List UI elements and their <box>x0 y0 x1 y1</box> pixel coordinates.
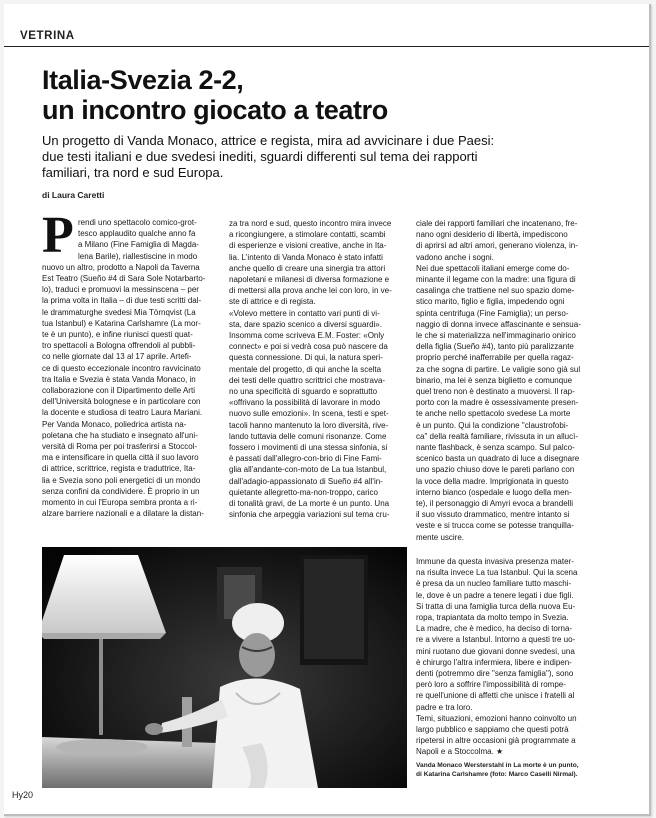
text-line: tua Istanbul) e Katarina Carlshamre (La mor- <box>42 318 201 328</box>
text-line: te anche nello spettacolo svedese La morte <box>416 409 571 419</box>
section-rubric: VETRINA <box>20 30 75 42</box>
text-line: tacoli hanno mantenuto la loro diversità, rive- <box>229 420 389 430</box>
text-line: di tonalità gravi, de La morte è un punto. Una <box>229 499 390 509</box>
text-line: ropa, trapiantata da molto tempo in Svezia. <box>416 613 569 623</box>
text-line: napoletani e milanesi di diversa formazione e <box>229 275 390 285</box>
text-line: na risulta invece La tua Istanbul. Qui la scena <box>416 568 578 578</box>
text-line: binario, ma lei è senza biglietto e comunque <box>416 375 573 385</box>
text-line: è chirurgo l'altra infermiera, libere e indipen- <box>416 657 572 667</box>
text-line: porto con la madre è ossessivamente presen- <box>416 398 579 408</box>
article-column-4 <box>416 556 592 758</box>
text-line: lando tuttavia delle comuni risonanze. Come <box>229 431 387 441</box>
text-line: dall'adagio-appassionato di Sueño #4 all'in- <box>229 476 383 486</box>
caption-line: Vanda Monaco Wersterstahl in La morte è un punto, <box>416 762 579 769</box>
text-line: Immune da questa invasiva presenza mater- <box>416 557 574 566</box>
text-line: no una specificità di sguardo e soprattutto <box>229 387 378 397</box>
byline: di Laura Caretti <box>42 190 105 200</box>
magazine-page <box>4 4 651 816</box>
text-line: uno spazio chiuso dove le pareti parlano con <box>416 465 575 475</box>
text-line: la docente e studiosa di teatro Laura Mariani. <box>42 408 203 418</box>
text-line: scenico basta un quadrato di luce a disegnare <box>416 454 580 464</box>
text-line: mente uscire. <box>416 532 465 542</box>
standfirst <box>42 133 632 181</box>
text-line: La madre, che è medico, ha deciso di torna- <box>416 624 573 634</box>
text-line: tro spettacoli a Bologna offrendoli al pubbli- <box>42 341 196 351</box>
text-line: è un punto. Qui la condizione "claustrofobi- <box>416 420 569 430</box>
text-line: interno bianco (ospedale e luogo della men- <box>416 487 572 497</box>
text-line: lo), traduci e promuovi la messinscena – per <box>42 285 199 295</box>
text-line: lena Barile), riallestiscine in modo <box>78 251 198 261</box>
article-column-3 <box>416 218 592 543</box>
text-line: vadono anche i sogni. <box>416 252 494 262</box>
standfirst-line: familiari, tra nord e sud Europa. <box>42 165 224 180</box>
text-line: tesco applaudito qualche anno fa <box>78 229 196 239</box>
text-line: quietante allegretto-ma-non-troppo, carico <box>229 487 378 497</box>
text-line: ca" della realtà familiare, rivissuta in un allucì- <box>416 431 579 441</box>
rubric-divider <box>4 46 649 47</box>
text-line: mini ruotano due giovani donne svedesi, una <box>416 646 575 656</box>
drop-cap: P <box>42 207 74 264</box>
page-number: Hy20 <box>12 790 34 800</box>
text-line: a ricongiungere, a stimolare contatti, scambi <box>229 230 386 240</box>
text-line: sinfonia che arpeggia variazioni sul tema cru- <box>229 510 390 520</box>
headline-line: un incontro giocato a teatro <box>42 95 388 125</box>
text-line: veste e si trucca come se potesse tranquilla- <box>416 521 574 531</box>
text-line: spinta centrifuga (Fine Famiglia); un perso- <box>416 308 569 318</box>
text-line: questa connessione. Di qui, la natura speri- <box>229 353 383 363</box>
text-line: proprio perché inafferrabile per quella ragaz- <box>416 353 574 363</box>
text-line: ste di attrice e di regista. <box>229 297 316 307</box>
text-line: senza confini da condividere. È proprio in un <box>42 486 200 496</box>
text-line: della figlia (Sueño #4), tanto più paralizzante <box>416 342 574 352</box>
text-line: «offrivano la possibilità di lavorare in modo <box>229 398 381 408</box>
text-line: za che sogna di partire. Le valigie sono già sul <box>416 364 581 374</box>
text-line: lia. L'intento di Vanda Monaco è stato infatti <box>229 252 383 262</box>
text-line: momento in cui l'Europa sembra pronta a ri- <box>42 498 198 508</box>
text-line: però loro a soffrire l'impossibilità di rompe- <box>416 680 566 690</box>
stage-photo <box>42 547 407 788</box>
text-line: ma e intensificare in quella città il suo lavoro <box>42 453 199 463</box>
text-line: tra Italia e Svezia è stata Vanda Monaco, in <box>42 374 196 384</box>
text-line: za tra nord e sud, questo incontro mira invece <box>229 219 392 228</box>
text-line: «Volevo mettere in contatto vari punti di vi- <box>229 308 380 318</box>
text-line: anche quello di creare una sinergia tra attori <box>229 263 386 273</box>
text-line: nante flashback, è senza scampo. Sul palco- <box>416 443 575 453</box>
text-line: collaborazione con il Dipartimento delle Arti <box>42 386 195 396</box>
standfirst-line: Un progetto di Vanda Monaco, attrice e regista, mira ad avvicinare i due Paesi: <box>42 133 495 148</box>
text-line: alzare barriere nazionali e a dilatare la distan- <box>42 509 204 519</box>
article-column-2 <box>229 218 405 520</box>
text-line: fossero i movimenti di una stessa sinfonia, si <box>229 443 388 453</box>
text-line: naggio di donna invece affascinante e sensua- <box>416 319 581 329</box>
text-line: dei testi delle quattro scrittrici che mostrava- <box>229 375 386 385</box>
text-line: te), il personaggio di Amyri evoca a brandelli <box>416 499 573 509</box>
text-line: di esperienze e visioni creative, anche in Ita- <box>229 241 387 251</box>
text-line: poletana che ha studiato e insegnato all'uni- <box>42 430 198 440</box>
text-line: te è un punto), e infine riunisci questi quat- <box>42 330 193 340</box>
headline-line: Italia-Svezia 2-2, <box>42 65 244 95</box>
text-line: casalinga che trattiene nel suo spazio dome- <box>416 286 575 296</box>
text-line: di mettersi alla prova anche lei con loro, in ve- <box>229 286 392 296</box>
text-line: Est Teatro (Sueño #4 di Sara Sole Notarbarto- <box>42 274 206 284</box>
text-line: il suo vissuto drammatico, mentre intanto si <box>416 510 570 520</box>
text-line: ripetersi in altre occasioni già programmate a <box>416 736 576 746</box>
text-line: la prima volta in Italia – di due testi scritti dal- <box>42 296 202 306</box>
text-line: ce di questo eccezionale incontro ravvicinato <box>42 363 201 373</box>
text-line: co nelle giornate dal 13 al 17 aprile. Artefi- <box>42 352 192 362</box>
text-line: sta, dare spazio scenico a diversi sguardi». <box>229 319 382 329</box>
text-line: glia all'andante-con-moto de La tua Istanbul, <box>229 465 387 475</box>
text-line: versità di Roma per poi trasferirsi a Stoccol- <box>42 442 198 452</box>
article-column-1 <box>42 217 218 519</box>
text-line: Napoli e a Stoccolma. ★ <box>416 747 504 757</box>
standfirst-line: due testi italiani e due svedesi inediti, sguardi differenti sul tema dei rapporti <box>42 149 478 164</box>
text-line: è presa da un nucleo familiare tutto maschi- <box>416 579 572 589</box>
text-line: ciale dei rapporti familiari che incatenano, fre- <box>416 219 578 228</box>
text-line: Insomma come scriveva E.M. Foster: «Only <box>229 331 385 341</box>
text-line: nuovo un altro, prodotto a Napoli da Taverna <box>42 262 200 272</box>
text-line: mentale del progetto, di qui anche la scelta <box>229 364 382 374</box>
text-line: di attrice, scrittrice, regista e traduttrice, Ita- <box>42 464 196 474</box>
text-line: largo pubblico e sappiamo che questi potrà <box>416 725 569 735</box>
text-line: dell'Università bolognese e in particolare con <box>42 397 201 407</box>
text-line: rendi uno spettacolo comico-grot- <box>78 218 197 227</box>
text-line: nuovo sulle emozioni». In scena, testi e spet- <box>229 409 389 419</box>
text-line: la voce della madre. Imprigionata in questo <box>416 476 569 486</box>
text-line: a Milano (Fine Famiglia di Magda- <box>78 240 199 250</box>
text-line: è passati dall'allegro-con-brio di Fine Fami- <box>229 454 382 464</box>
text-line: stico marito, figlio e figlia, impedendo ogni <box>416 297 565 307</box>
text-line: quel treno non è destinato a muoversi. Il rap- <box>416 387 575 397</box>
text-line: le drammaturghe svedesi Mia Törnqvist (La <box>42 307 196 317</box>
text-line: padre e tra loro. <box>416 702 473 712</box>
text-line: le, dove è un padre a tenere legati i due figli. <box>416 590 574 600</box>
headline <box>42 65 388 125</box>
text-line: Si tratta di una famiglia turca della nuova Eu- <box>416 601 576 611</box>
photo-caption <box>416 761 606 779</box>
text-line: minante il legame con la madre: una figura di <box>416 275 576 285</box>
text-line: Temi, situazioni, emozioni hanno coinvolto un <box>416 713 577 723</box>
text-line: Nei due spettacoli italiani emerge come do- <box>416 263 570 273</box>
text-line: Per Vanda Monaco, poliedrica artista na- <box>42 419 187 429</box>
text-line: re a vivere a Istanbul. Intorno a questi tre uo- <box>416 635 576 645</box>
text-line: connect» e poi si vedrà cosa può nascere da <box>229 342 388 352</box>
text-line: nano ogni desiderio di libertà, impediscono <box>416 230 568 240</box>
caption-line: di Katarina Carlshamre (foto: Marco Caselli Nirmal). <box>416 771 578 778</box>
text-line: di aprirsi ad altri amori, generano violenza, in- <box>416 241 578 251</box>
text-line: re quell'unione di affetti che unisce i fratelli al <box>416 691 575 701</box>
text-line: denti (potremmo dire "senza famiglia"), sono <box>416 669 574 679</box>
text-line: lia e Svezia sono poli energetici di un mondo <box>42 475 201 485</box>
text-line: le che si materializza nell'immaginario onirico <box>416 331 576 341</box>
